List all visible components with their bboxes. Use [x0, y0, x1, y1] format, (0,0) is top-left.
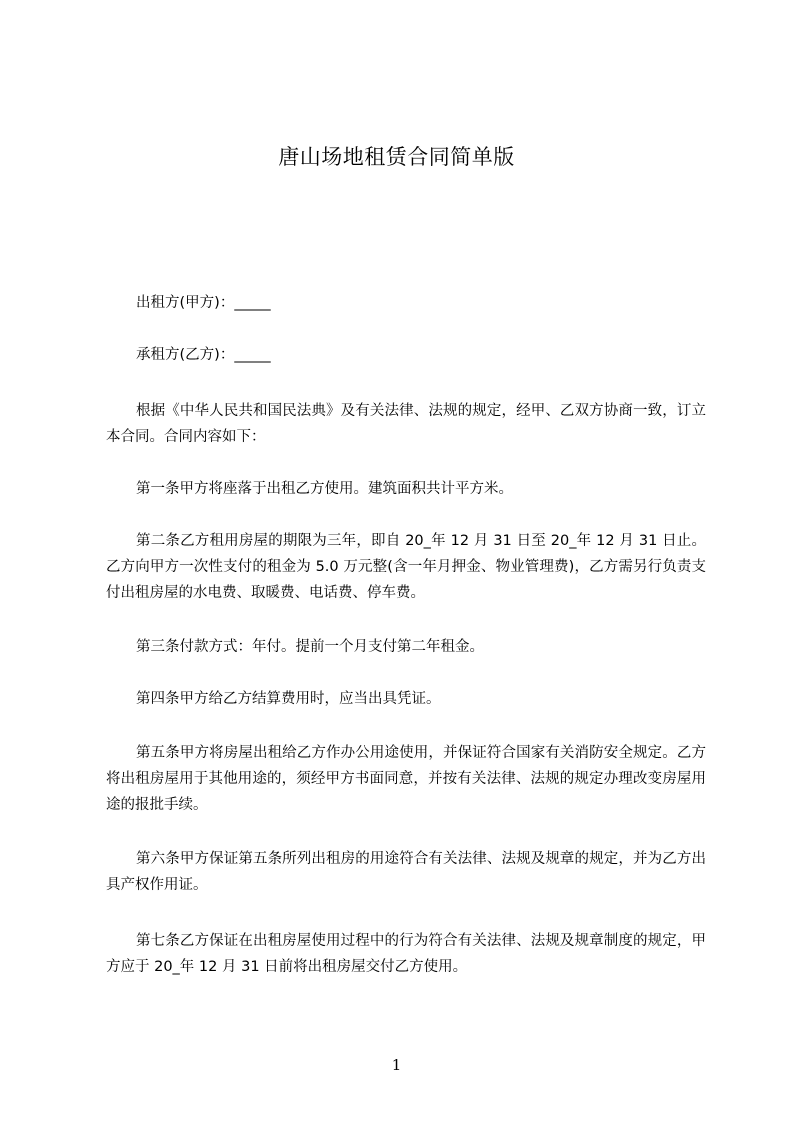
article-2-paragraph: 第二条乙方租用房屋的期限为三年，即自 20_年 12 月 31 日至 20_年 12 月 31 日止。乙方向甲方一次性支付的租金为 5.0 万元整(含一年月押金、物业管理费)，乙方需另行负责支付出租房屋的水电费、取暖费、电话费、停车费。 — [106, 533, 706, 601]
article-7-paragraph: 第七条乙方保证在出租房屋使用过程中的行为符合有关法律、法规及规章制度的规定，甲方应于 20_年 12 月 31 日前将出租房屋交付乙方使用。 — [106, 933, 706, 975]
article-3-paragraph: 第三条付款方式：年付。提前一个月支付第二年租金。 — [136, 639, 484, 655]
article-6-paragraph: 第六条甲方保证第五条所列出租房的用途符合有关法律、法规及规章的规定，并为乙方出具产权作用证。 — [106, 851, 706, 893]
lessee-line: 承租方(乙方)：_____ — [136, 347, 271, 363]
page-number: 1 — [391, 1056, 402, 1074]
preamble-paragraph: 根据《中华人民共和国民法典》及有关法律、法规的规定，经甲、乙双方协商一致，订立本合同。合同内容如下： — [106, 403, 706, 445]
article-4-paragraph: 第四条甲方给乙方结算费用时，应当出具凭证。 — [136, 691, 441, 707]
lessor-line: 出租方(甲方)：_____ — [136, 295, 271, 311]
document-title: 唐山场地租赁合同简单版 — [278, 145, 515, 169]
article-5-paragraph: 第五条甲方将房屋出租给乙方作办公用途使用，并保证符合国家有关消防安全规定。乙方将出租房屋用于其他用途的，须经甲方书面同意，并按有关法律、法规的规定办理改变房屋用途的报批手续。 — [106, 745, 706, 813]
article-1-paragraph: 第一条甲方将座落于出租乙方使用。建筑面积共计平方米。 — [136, 481, 513, 497]
